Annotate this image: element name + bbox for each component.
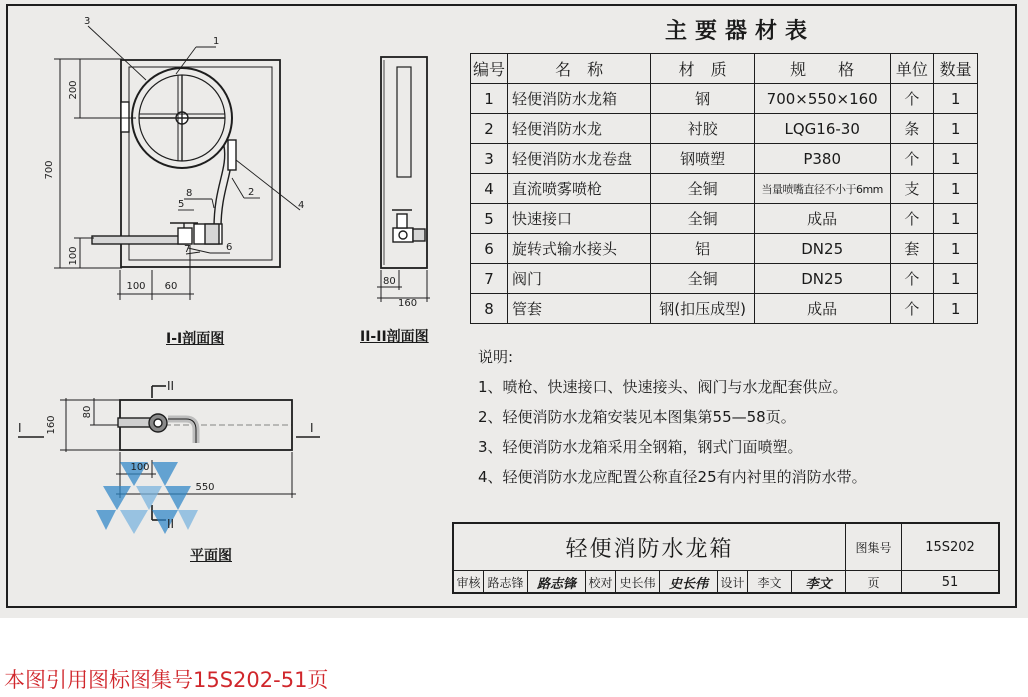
callout-2: 2 <box>248 187 255 198</box>
callout-1: 1 <box>213 36 220 47</box>
note-item: 1、喷枪、快速接口、快速接头、阀门与水龙配套供应。 <box>478 378 848 396</box>
drawing-title: 轻便消防水龙箱 <box>454 524 846 570</box>
header-qty: 数量 <box>934 54 978 84</box>
materials-title: 主要器材表 <box>664 19 815 44</box>
header-material: 材 质 <box>651 54 755 84</box>
dim-left: 100 <box>126 281 146 292</box>
callout-4: 4 <box>298 200 305 211</box>
page-number: 51 <box>941 574 959 590</box>
dim-plan-160: 160 <box>46 415 57 435</box>
note-item: 2、轻便消防水龙箱安装见本图集第55—58页。 <box>478 408 796 426</box>
caption-section-1: I-I剖面图 <box>166 331 225 347</box>
callout-3: 3 <box>84 16 91 27</box>
designer-signature: 李文 <box>792 571 846 593</box>
dim-height: 700 <box>44 160 55 180</box>
callout-8: 8 <box>186 188 193 199</box>
review-label: 审核 <box>454 571 484 593</box>
table-row: 8 管套 钢(扣压成型) 成品 个 1 <box>471 294 978 324</box>
cut-mark-I-right: I <box>310 421 314 435</box>
page-label: 页 <box>846 571 902 593</box>
table-row: 1 轻便消防水龙箱 钢 700×550×160 个 1 <box>471 84 978 114</box>
materials-table <box>470 53 978 324</box>
plan-view <box>18 386 320 520</box>
dim-s2-80: 80 <box>383 276 396 287</box>
notes <box>478 342 867 492</box>
table-row: 2 轻便消防水龙 衬胶 LQG16-30 条 1 <box>471 114 978 144</box>
footer-reference: 本图引用图标图集号15S202-51页 <box>4 668 329 692</box>
checker-name: 史长伟 <box>616 571 660 593</box>
header-unit: 单位 <box>890 54 934 84</box>
section-2-view <box>377 57 430 302</box>
dim-plan-80: 80 <box>82 405 93 419</box>
atlas-number: 15S202 <box>925 539 975 555</box>
table-row: 4 直流喷雾喷枪 全铜 当量喷嘴直径不小于6mm 支 1 <box>471 174 978 204</box>
table-row: 6 旋转式输水接头 铝 DN25 套 1 <box>471 234 978 264</box>
design-label: 设计 <box>718 571 748 593</box>
dim-top: 200 <box>68 80 79 100</box>
check-label: 校对 <box>586 571 616 593</box>
title-block <box>452 522 1000 594</box>
header-spec: 规 格 <box>754 54 890 84</box>
table-row: 7 阀门 全铜 DN25 个 1 <box>471 264 978 294</box>
caption-plan: 平面图 <box>190 548 232 564</box>
note-item: 3、轻便消防水龙箱采用全钢箱，钢式门面喷塑。 <box>478 438 803 456</box>
dim-s2-160: 160 <box>398 298 418 309</box>
reviewer-name: 路志锋 <box>484 571 528 593</box>
reviewer-signature: 路志锋 <box>528 571 586 593</box>
checker-signature: 史长伟 <box>660 571 718 593</box>
cut-mark-I-left: I <box>18 421 22 435</box>
dim-plan-100: 100 <box>130 462 150 473</box>
signature-row <box>454 570 998 592</box>
notes-heading: 说明: <box>478 348 514 366</box>
header-no: 编号 <box>471 54 508 84</box>
callout-5: 5 <box>178 199 185 210</box>
section-1-view <box>54 26 300 300</box>
dim-mid: 60 <box>164 281 178 292</box>
callout-7: 7 <box>184 244 191 255</box>
callout-6: 6 <box>226 242 233 253</box>
cut-mark-II-top: II <box>167 379 175 393</box>
materials-header-row <box>471 54 978 84</box>
atlas-label: 图集号 <box>846 524 902 570</box>
table-row: 5 快速接口 全铜 成品 个 1 <box>471 204 978 234</box>
dim-plan-550: 550 <box>195 482 215 493</box>
table-row: 3 轻便消防水龙卷盘 钢喷塑 P380 个 1 <box>471 144 978 174</box>
caption-section-2: II-II剖面图 <box>360 329 429 345</box>
header-name: 名 称 <box>508 54 651 84</box>
designer-name: 李文 <box>748 571 792 593</box>
cut-mark-II-bottom: II <box>167 517 175 531</box>
note-item: 4、轻便消防水龙应配置公称直径25有内衬里的消防水带。 <box>478 468 867 486</box>
dim-bottom: 100 <box>68 246 79 266</box>
